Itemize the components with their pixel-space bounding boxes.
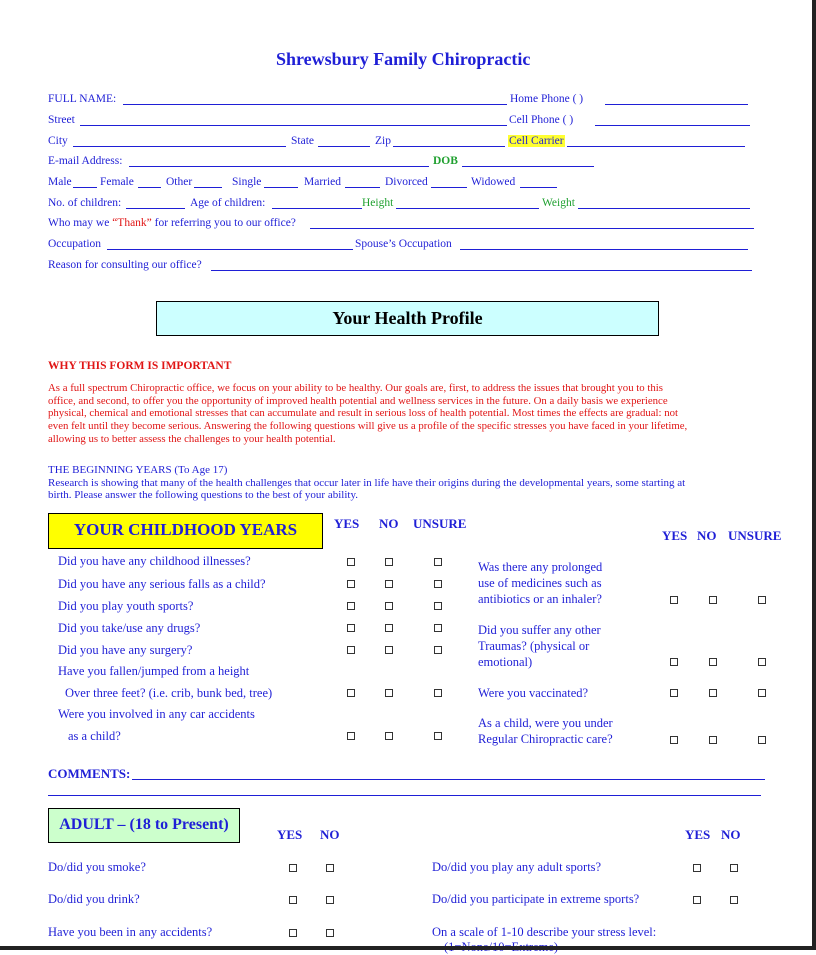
question-drink: Do/did you drink? (48, 892, 140, 906)
health-profile-heading: Your Health Profile (156, 301, 659, 336)
question-medicines (478, 559, 602, 607)
home-phone-label: Home Phone ( ) (510, 93, 584, 105)
question-traumas (478, 622, 601, 670)
why-line: even felt until they become serious. Answering the following questions will give us a profile of the specific stresses you have faced in your lifetime, (48, 420, 688, 433)
question-line: Regular Chiropractic care? (478, 732, 613, 746)
checkbox-yes[interactable] (289, 929, 297, 937)
checkbox-no[interactable] (709, 596, 717, 604)
checkbox-no[interactable] (326, 929, 334, 937)
checkbox-yes[interactable] (347, 558, 355, 566)
checkbox-no[interactable] (326, 864, 334, 872)
occupation-label: Occupation (48, 238, 102, 250)
adult-heading: ADULT – (18 to Present) (48, 808, 240, 843)
widowed-field[interactable] (520, 187, 557, 188)
checkbox-yes[interactable] (693, 896, 701, 904)
checkbox-no[interactable] (385, 602, 393, 610)
num-children-label: No. of children: (48, 197, 122, 209)
age-children-label: Age of children: (190, 197, 266, 209)
comments-field-line2[interactable] (48, 795, 761, 796)
female-label: Female (100, 176, 134, 188)
cell-carrier-label: Cell Carrier (509, 135, 564, 147)
checkbox-no[interactable] (709, 658, 717, 666)
question-car-2: as a child? (68, 729, 121, 743)
reason-field[interactable] (211, 270, 752, 271)
col-yes-right: YES (662, 528, 688, 543)
checkbox-yes[interactable] (670, 658, 678, 666)
why-paragraph (48, 382, 687, 446)
zip-field[interactable] (393, 146, 505, 147)
question-surgery: Did you have any surgery? (58, 643, 193, 657)
checkbox-yes[interactable] (347, 732, 355, 740)
beginning-section (48, 464, 685, 502)
col-unsure: UNSURE (413, 516, 467, 531)
full-name-field[interactable] (123, 104, 507, 105)
referral-label: Who may we “Thank” for referring you to our office? (48, 217, 296, 229)
question-line: As a child, were you under (478, 716, 613, 730)
question-chiropractic (478, 715, 613, 747)
single-label: Single (232, 176, 262, 188)
checkbox-yes[interactable] (347, 689, 355, 697)
street-label: Street (48, 114, 75, 126)
checkbox-unsure[interactable] (434, 646, 442, 654)
col-no: NO (379, 516, 399, 531)
col-no-right: NO (697, 528, 717, 543)
checkbox-yes[interactable] (670, 736, 678, 744)
checkbox-no[interactable] (730, 896, 738, 904)
email-label: E-mail Address: (48, 155, 123, 167)
question-accidents: Have you been in any accidents? (48, 925, 213, 939)
checkbox-yes[interactable] (670, 596, 678, 604)
checkbox-no[interactable] (709, 736, 717, 744)
checkbox-yes[interactable] (347, 646, 355, 654)
checkbox-unsure[interactable] (434, 602, 442, 610)
checkbox-no[interactable] (385, 646, 393, 654)
checkbox-no[interactable] (385, 624, 393, 632)
checkbox-no[interactable] (709, 689, 717, 697)
beginning-line: birth. Please answer the following questions to the best of your ability. (48, 489, 358, 502)
occupation-field[interactable] (107, 249, 353, 250)
state-label: State (291, 135, 314, 147)
height-field[interactable] (396, 208, 539, 209)
question-fallen-1: Have you fallen/jumped from a height (58, 664, 250, 678)
checkbox-yes[interactable] (693, 864, 701, 872)
adult-col-yes: YES (277, 827, 303, 842)
weight-label: Weight (542, 197, 575, 209)
home-phone-field[interactable] (605, 104, 748, 105)
why-line: allowing us to better assess the challenges to your health potential. (48, 432, 336, 445)
male-field[interactable] (73, 187, 97, 188)
question-line: Traumas? (physical or (478, 639, 590, 653)
why-line: office, and second, to offer you the opportunity of improved health potential and wellness services in the future. On a daily basis we experience (48, 394, 668, 407)
question-line: antibiotics or an inhaler? (478, 592, 602, 606)
checkbox-unsure[interactable] (758, 596, 766, 604)
checkbox-no[interactable] (730, 864, 738, 872)
page-title: Shrewsbury Family Chiropractic (276, 49, 531, 69)
checkbox-no[interactable] (326, 896, 334, 904)
checkbox-yes[interactable] (347, 624, 355, 632)
checkbox-no[interactable] (385, 558, 393, 566)
divorced-label: Divorced (385, 176, 428, 188)
weight-field[interactable] (578, 208, 750, 209)
female-field[interactable] (138, 187, 161, 188)
beginning-line: Research is showing that many of the health challenges that occur later in life have their origins during the developmental years, some starting at (48, 476, 686, 489)
widowed-label: Widowed (471, 176, 516, 188)
single-field[interactable] (264, 187, 298, 188)
checkbox-yes[interactable] (289, 896, 297, 904)
checkbox-no[interactable] (385, 689, 393, 697)
checkbox-yes[interactable] (347, 602, 355, 610)
zip-label: Zip (375, 135, 391, 147)
reason-label: Reason for consulting our office? (48, 259, 202, 271)
checkbox-yes[interactable] (347, 580, 355, 588)
city-label: City (48, 135, 68, 147)
checkbox-no[interactable] (385, 732, 393, 740)
question-youth-sports: Did you play youth sports? (58, 599, 194, 613)
city-field[interactable] (73, 146, 286, 147)
street-field[interactable] (80, 125, 507, 126)
married-label: Married (304, 176, 342, 188)
cell-carrier-field[interactable] (567, 146, 745, 147)
email-field[interactable] (129, 166, 429, 167)
other-label: Other (166, 176, 193, 188)
male-label: Male (48, 176, 72, 188)
adult-col-yes-right: YES (685, 827, 711, 842)
checkbox-unsure[interactable] (758, 689, 766, 697)
checkbox-no[interactable] (385, 580, 393, 588)
checkbox-unsure[interactable] (434, 689, 442, 697)
question-vaccinated: Were you vaccinated? (478, 686, 589, 700)
question-line: use of medicines such as (478, 576, 602, 590)
checkbox-yes[interactable] (289, 864, 297, 872)
question-line: Did you suffer any other (478, 623, 601, 637)
checkbox-unsure[interactable] (434, 580, 442, 588)
checkbox-unsure[interactable] (434, 558, 442, 566)
why-line: physical, chemical and emotional stresses that can accumulate and result in serious loss of health potential. Most times the effects are gradual: not (48, 407, 679, 420)
divorced-field[interactable] (431, 187, 467, 188)
checkbox-unsure[interactable] (758, 736, 766, 744)
question-stress-level: On a scale of 1-10 describe your stress level: (432, 925, 657, 939)
childhood-heading: YOUR CHILDHOOD YEARS (48, 513, 323, 549)
question-illnesses: Did you have any childhood illnesses? (58, 554, 251, 568)
checkbox-yes[interactable] (670, 689, 678, 697)
height-label: Height (362, 197, 394, 209)
col-yes: YES (334, 516, 360, 531)
question-drugs: Did you take/use any drugs? (58, 621, 201, 635)
cell-phone-field[interactable] (595, 125, 750, 126)
adult-col-no: NO (320, 827, 340, 842)
question-line: Was there any prolonged (478, 560, 603, 574)
question-adult-sports: Do/did you play any adult sports? (432, 860, 602, 874)
cell-phone-label: Cell Phone ( ) (509, 114, 574, 126)
checkbox-unsure[interactable] (758, 658, 766, 666)
age-children-field[interactable] (272, 208, 362, 209)
col-unsure-right: UNSURE (728, 528, 782, 543)
spouse-occupation-label: Spouse’s Occupation (355, 238, 452, 250)
comments-label: COMMENTS: (48, 766, 131, 781)
checkbox-unsure[interactable] (434, 732, 442, 740)
full-name-label: FULL NAME: (48, 93, 117, 105)
spouse-occupation-field[interactable] (460, 249, 748, 250)
why-line: As a full spectrum Chiropractic office, we focus on your ability to be healthy. Our goals are, first, to address the issues that brought you to this (48, 382, 663, 394)
state-field[interactable] (318, 146, 370, 147)
num-children-field[interactable] (126, 208, 185, 209)
why-heading: WHY THIS FORM IS IMPORTANT (48, 360, 232, 372)
question-car-1: Were you involved in any car accidents (58, 707, 255, 721)
married-field[interactable] (345, 187, 380, 188)
referral-field[interactable] (310, 228, 754, 229)
dob-label: DOB (433, 155, 458, 167)
question-extreme-sports: Do/did you participate in extreme sports? (432, 892, 640, 906)
beginning-heading: THE BEGINNING YEARS (To Age 17) (48, 464, 228, 476)
checkbox-unsure[interactable] (434, 624, 442, 632)
page-edge (812, 0, 816, 950)
question-line: emotional) (478, 655, 533, 669)
question-smoke: Do/did you smoke? (48, 860, 146, 874)
comments-field[interactable] (132, 779, 765, 780)
dob-field[interactable] (462, 166, 594, 167)
page-bottom-edge (0, 946, 816, 950)
question-fallen-2: Over three feet? (i.e. crib, bunk bed, tree) (65, 686, 273, 700)
question-falls: Did you have any serious falls as a child? (58, 577, 266, 591)
other-field[interactable] (194, 187, 222, 188)
adult-col-no-right: NO (721, 827, 741, 842)
